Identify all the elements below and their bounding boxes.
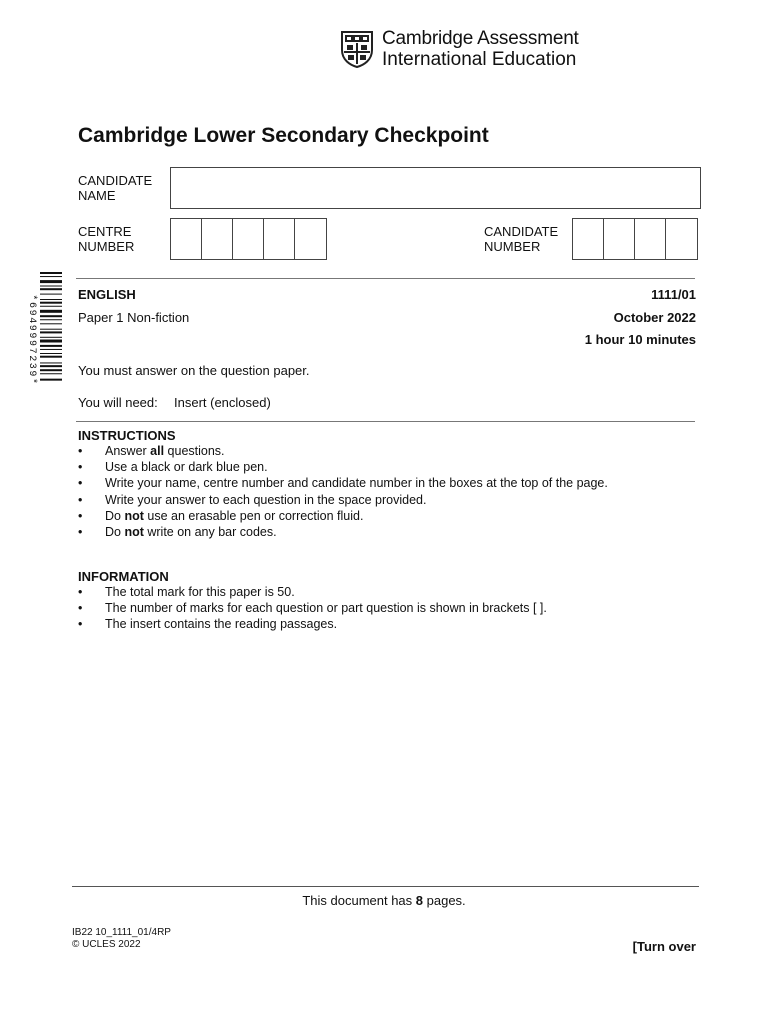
barcode-text: *6949997239* xyxy=(26,294,37,386)
logo-line-1: Cambridge Assessment xyxy=(382,28,579,49)
centre-number-digit-box[interactable] xyxy=(233,219,264,259)
barcode-bar xyxy=(40,362,62,363)
candidate-number-label xyxy=(484,224,558,254)
information-list xyxy=(78,584,547,633)
centre-number-label-line2: NUMBER xyxy=(78,239,135,254)
barcode-bar xyxy=(40,365,62,367)
list-item: • Write your name, centre number and candidate number in the boxes at the top of the page. xyxy=(78,475,608,491)
candidate-name-label-line1: CANDIDATE xyxy=(78,173,153,188)
barcode-bar xyxy=(40,294,62,295)
instructions-heading: INSTRUCTIONS xyxy=(78,428,176,443)
candidate-number-label-line2: NUMBER xyxy=(484,239,541,254)
instructions-list xyxy=(78,443,608,540)
divider xyxy=(76,278,695,279)
page-title: Cambridge Lower Secondary Checkpoint xyxy=(78,124,489,147)
barcode-bar xyxy=(40,349,62,350)
candidate-number-label-line1: CANDIDATE xyxy=(484,224,559,239)
paper-name: Paper 1 Non-fiction xyxy=(78,310,190,325)
barcode-bar xyxy=(40,373,62,374)
candidate-name-field[interactable] xyxy=(170,167,701,209)
barcode-bar xyxy=(40,302,62,304)
list-item: • The insert contains the reading passages. xyxy=(78,616,547,632)
barcode-bar xyxy=(40,286,62,287)
footer-divider xyxy=(72,886,699,887)
need-label: You will need: xyxy=(78,395,158,410)
barcode-bar xyxy=(40,299,62,300)
paper-code: 1111/01 xyxy=(651,287,696,302)
list-item: • Do not use an erasable pen or correction fluid. xyxy=(78,508,608,524)
list-item: • Use a black or dark blue pen. xyxy=(78,459,608,475)
barcode-bar xyxy=(40,315,62,317)
barcode-bar xyxy=(40,323,62,324)
candidate-number-boxes xyxy=(572,218,698,260)
barcode-bar xyxy=(40,340,62,343)
subject: ENGLISH xyxy=(78,287,136,302)
barcode-bar xyxy=(40,276,62,277)
candidate-name-label xyxy=(78,173,152,203)
cambridge-logo xyxy=(340,28,590,72)
list-item: • The number of marks for each question or part question is shown in brackets [ ]. xyxy=(78,600,547,616)
barcode-bar xyxy=(40,353,62,354)
list-item: • Answer all questions. xyxy=(78,443,608,459)
candidate-number-digit-box[interactable] xyxy=(666,219,697,259)
centre-number-label xyxy=(78,224,134,254)
barcode-bar xyxy=(40,345,62,347)
centre-number-digit-box[interactable] xyxy=(264,219,295,259)
list-item: • Write your answer to each question in the space provided. xyxy=(78,492,608,508)
list-item: • Do not write on any bar codes. xyxy=(78,524,608,540)
barcode-bar xyxy=(40,356,62,358)
barcode-bar xyxy=(40,369,62,371)
exam-duration: 1 hour 10 minutes xyxy=(584,332,696,347)
centre-number-label-line1: CENTRE xyxy=(78,224,132,239)
candidate-number-digit-box[interactable] xyxy=(635,219,666,259)
barcode-bar xyxy=(40,306,62,307)
list-item: • The total mark for this paper is 50. xyxy=(78,584,547,600)
barcode-bar xyxy=(40,288,62,290)
barcode-bar xyxy=(40,280,62,283)
candidate-name-label-line2: NAME xyxy=(78,188,116,203)
answer-note: You must answer on the question paper. xyxy=(78,363,310,378)
information-heading: INFORMATION xyxy=(78,569,169,584)
barcode-bar xyxy=(40,319,62,320)
cambridge-shield-icon xyxy=(340,30,374,68)
logo-line-2: International Education xyxy=(382,49,577,70)
barcode-bar xyxy=(40,331,62,333)
centre-number-boxes xyxy=(170,218,327,260)
footer-reference xyxy=(72,927,171,951)
candidate-number-digit-box[interactable] xyxy=(573,219,604,259)
divider xyxy=(76,421,695,422)
paper-reference: IB22 10_1111_01/4RP xyxy=(72,927,171,938)
copyright: © UCLES 2022 xyxy=(72,939,141,950)
candidate-number-digit-box[interactable] xyxy=(604,219,635,259)
barcode xyxy=(20,272,62,410)
barcode-bar xyxy=(40,272,62,274)
need-item: Insert (enclosed) xyxy=(174,395,271,410)
barcode-bar xyxy=(40,310,62,313)
barcode-bar xyxy=(40,329,62,330)
centre-number-digit-box[interactable] xyxy=(171,219,202,259)
centre-number-digit-box[interactable] xyxy=(295,219,326,259)
barcode-bar xyxy=(40,337,62,338)
exam-session: October 2022 xyxy=(613,310,696,325)
barcode-bar xyxy=(40,379,62,381)
turn-over: [Turn over xyxy=(632,939,696,954)
page-count-note: This document has 8 pages. xyxy=(302,893,466,908)
centre-number-digit-box[interactable] xyxy=(202,219,233,259)
